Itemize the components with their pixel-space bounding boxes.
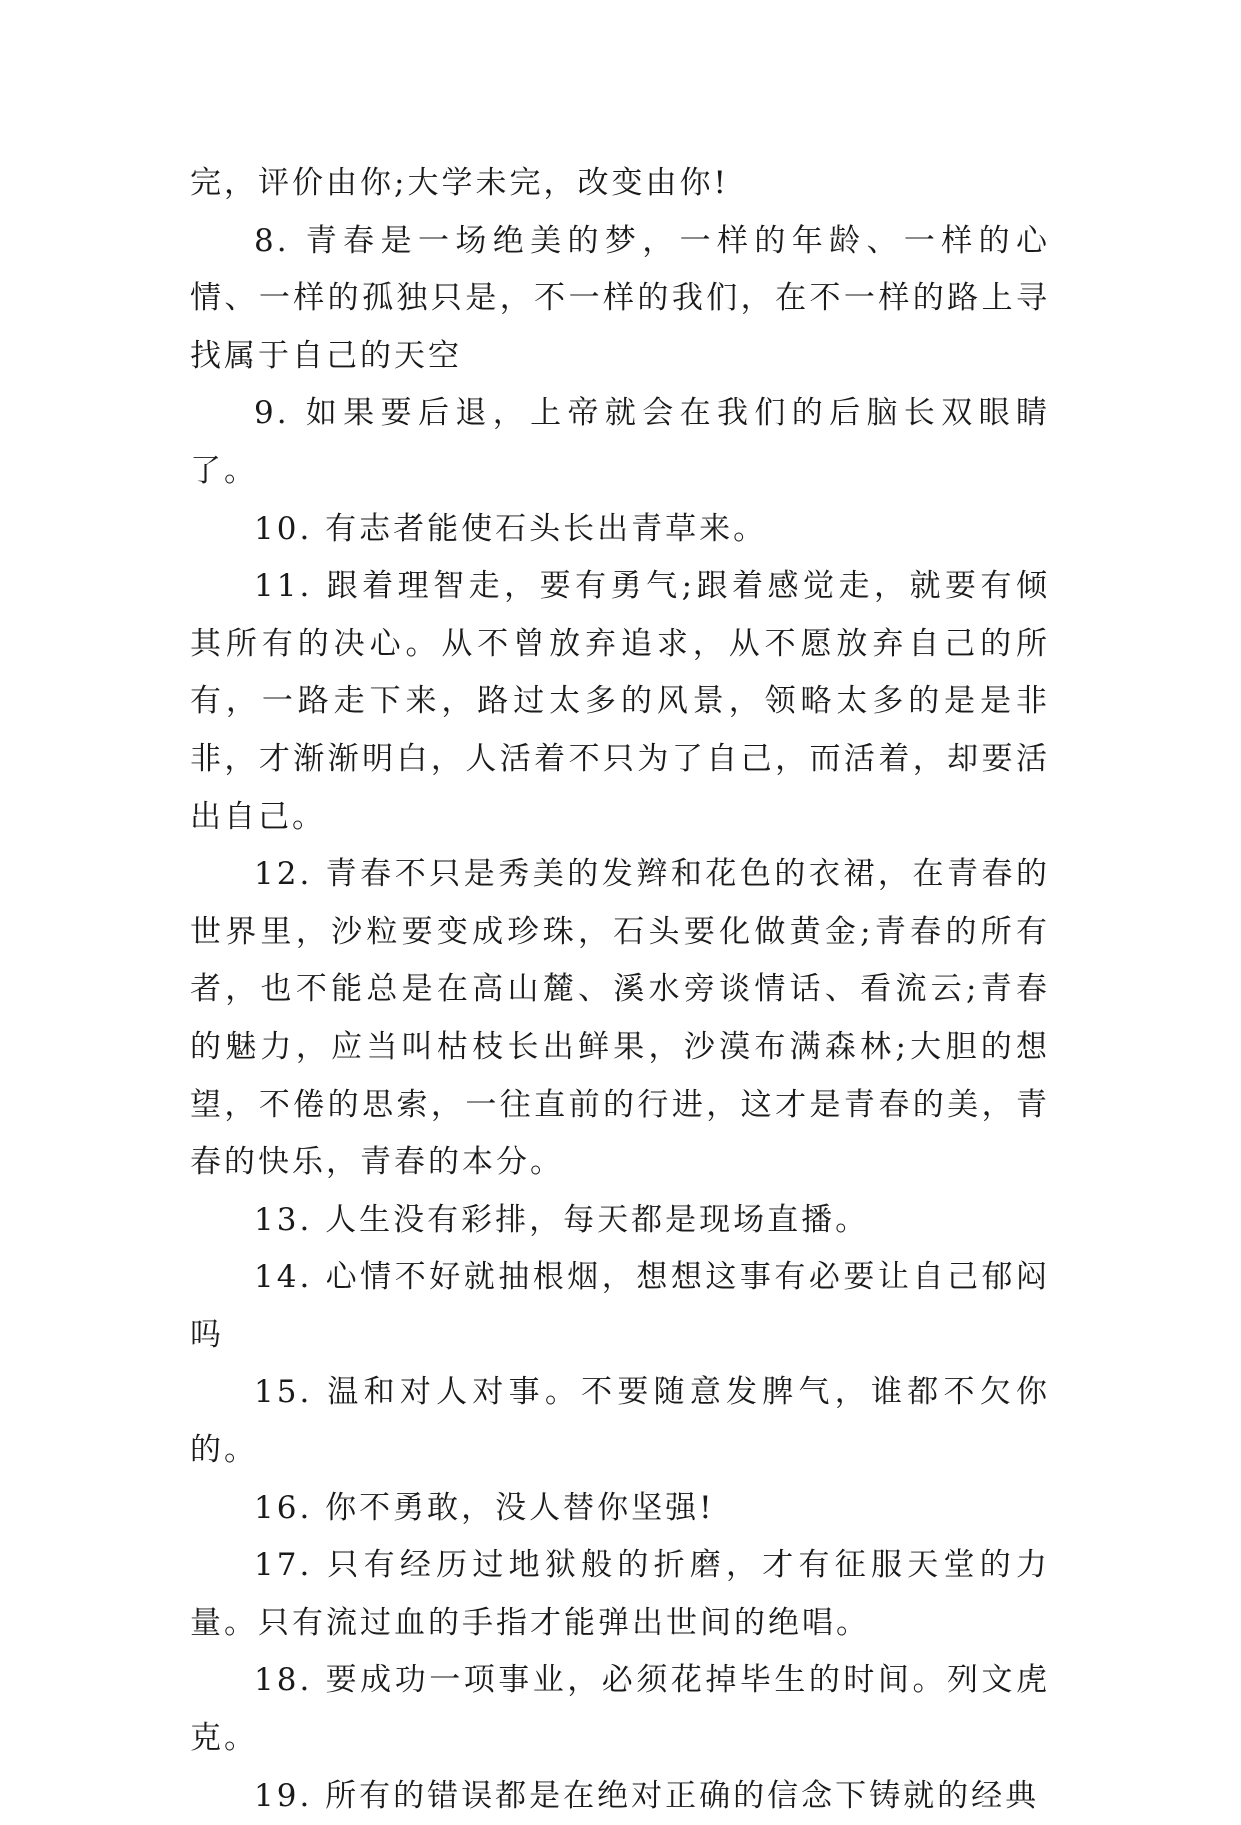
paragraph-item-8: 8. 青春是一场绝美的梦，一样的年龄、一样的心情、一样的孤独只是，不一样的我们，在不一样的路上寻找属于自己的天空 — [190, 222, 1050, 374]
paragraph-item-12: 12. 青春不只是秀美的发辫和花色的衣裙，在青春的世界里，沙粒要变成珍珠，石头要化做黄金;青春的所有者，也不能总是在高山麓、溪水旁谈情话、看流云;青春的魅力，应当叫枯枝长出鲜果，沙漠布满森林;大胆的想望，不倦的思索，一往直前的行进，这才是青春的美，青春的快乐，青春的本分。 — [190, 856, 1050, 1181]
paragraph-item-9: 9. 如果要后退，上帝就会在我们的后脑长双眼睛了。 — [190, 395, 1050, 489]
body-text — [190, 155, 1050, 1825]
paragraph-item-13: 13. 人生没有彩排，每天都是现场直播。 — [254, 1201, 870, 1238]
paragraph-item-17: 17. 只有经历过地狱般的折磨，才有征服天堂的力量。只有流过血的手指才能弹出世间的绝唱。 — [190, 1547, 1050, 1641]
paragraph-continuation: 完，评价由你;大学未完，改变由你! — [190, 165, 729, 201]
paragraph-item-11: 11. 跟着理智走，要有勇气;跟着感觉走，就要有倾其所有的决心。从不曾放弃追求，从不愿放弃自己的所有，一路走下来，路过太多的风景，领略太多的是是非非，才渐渐明白，人活着不只为了自己，而活着，却要活出自己。 — [190, 568, 1050, 835]
paragraph-item-16: 16. 你不勇敢，没人替你坚强! — [254, 1489, 715, 1526]
paragraph-item-15: 15. 温和对人对事。不要随意发脾气，谁都不欠你的。 — [190, 1374, 1050, 1469]
paragraph-item-18: 18. 要成功一项事业，必须花掉毕生的时间。列文虎克。 — [190, 1662, 1050, 1757]
paragraph-item-19: 19. 所有的错误都是在绝对正确的信念下铸就的经典 — [254, 1777, 1040, 1814]
paragraph-item-10: 10. 有志者能使石头长出青草来。 — [254, 510, 768, 547]
paragraph-item-14: 14. 心情不好就抽根烟，想想这事有必要让自己郁闷吗 — [190, 1259, 1050, 1353]
